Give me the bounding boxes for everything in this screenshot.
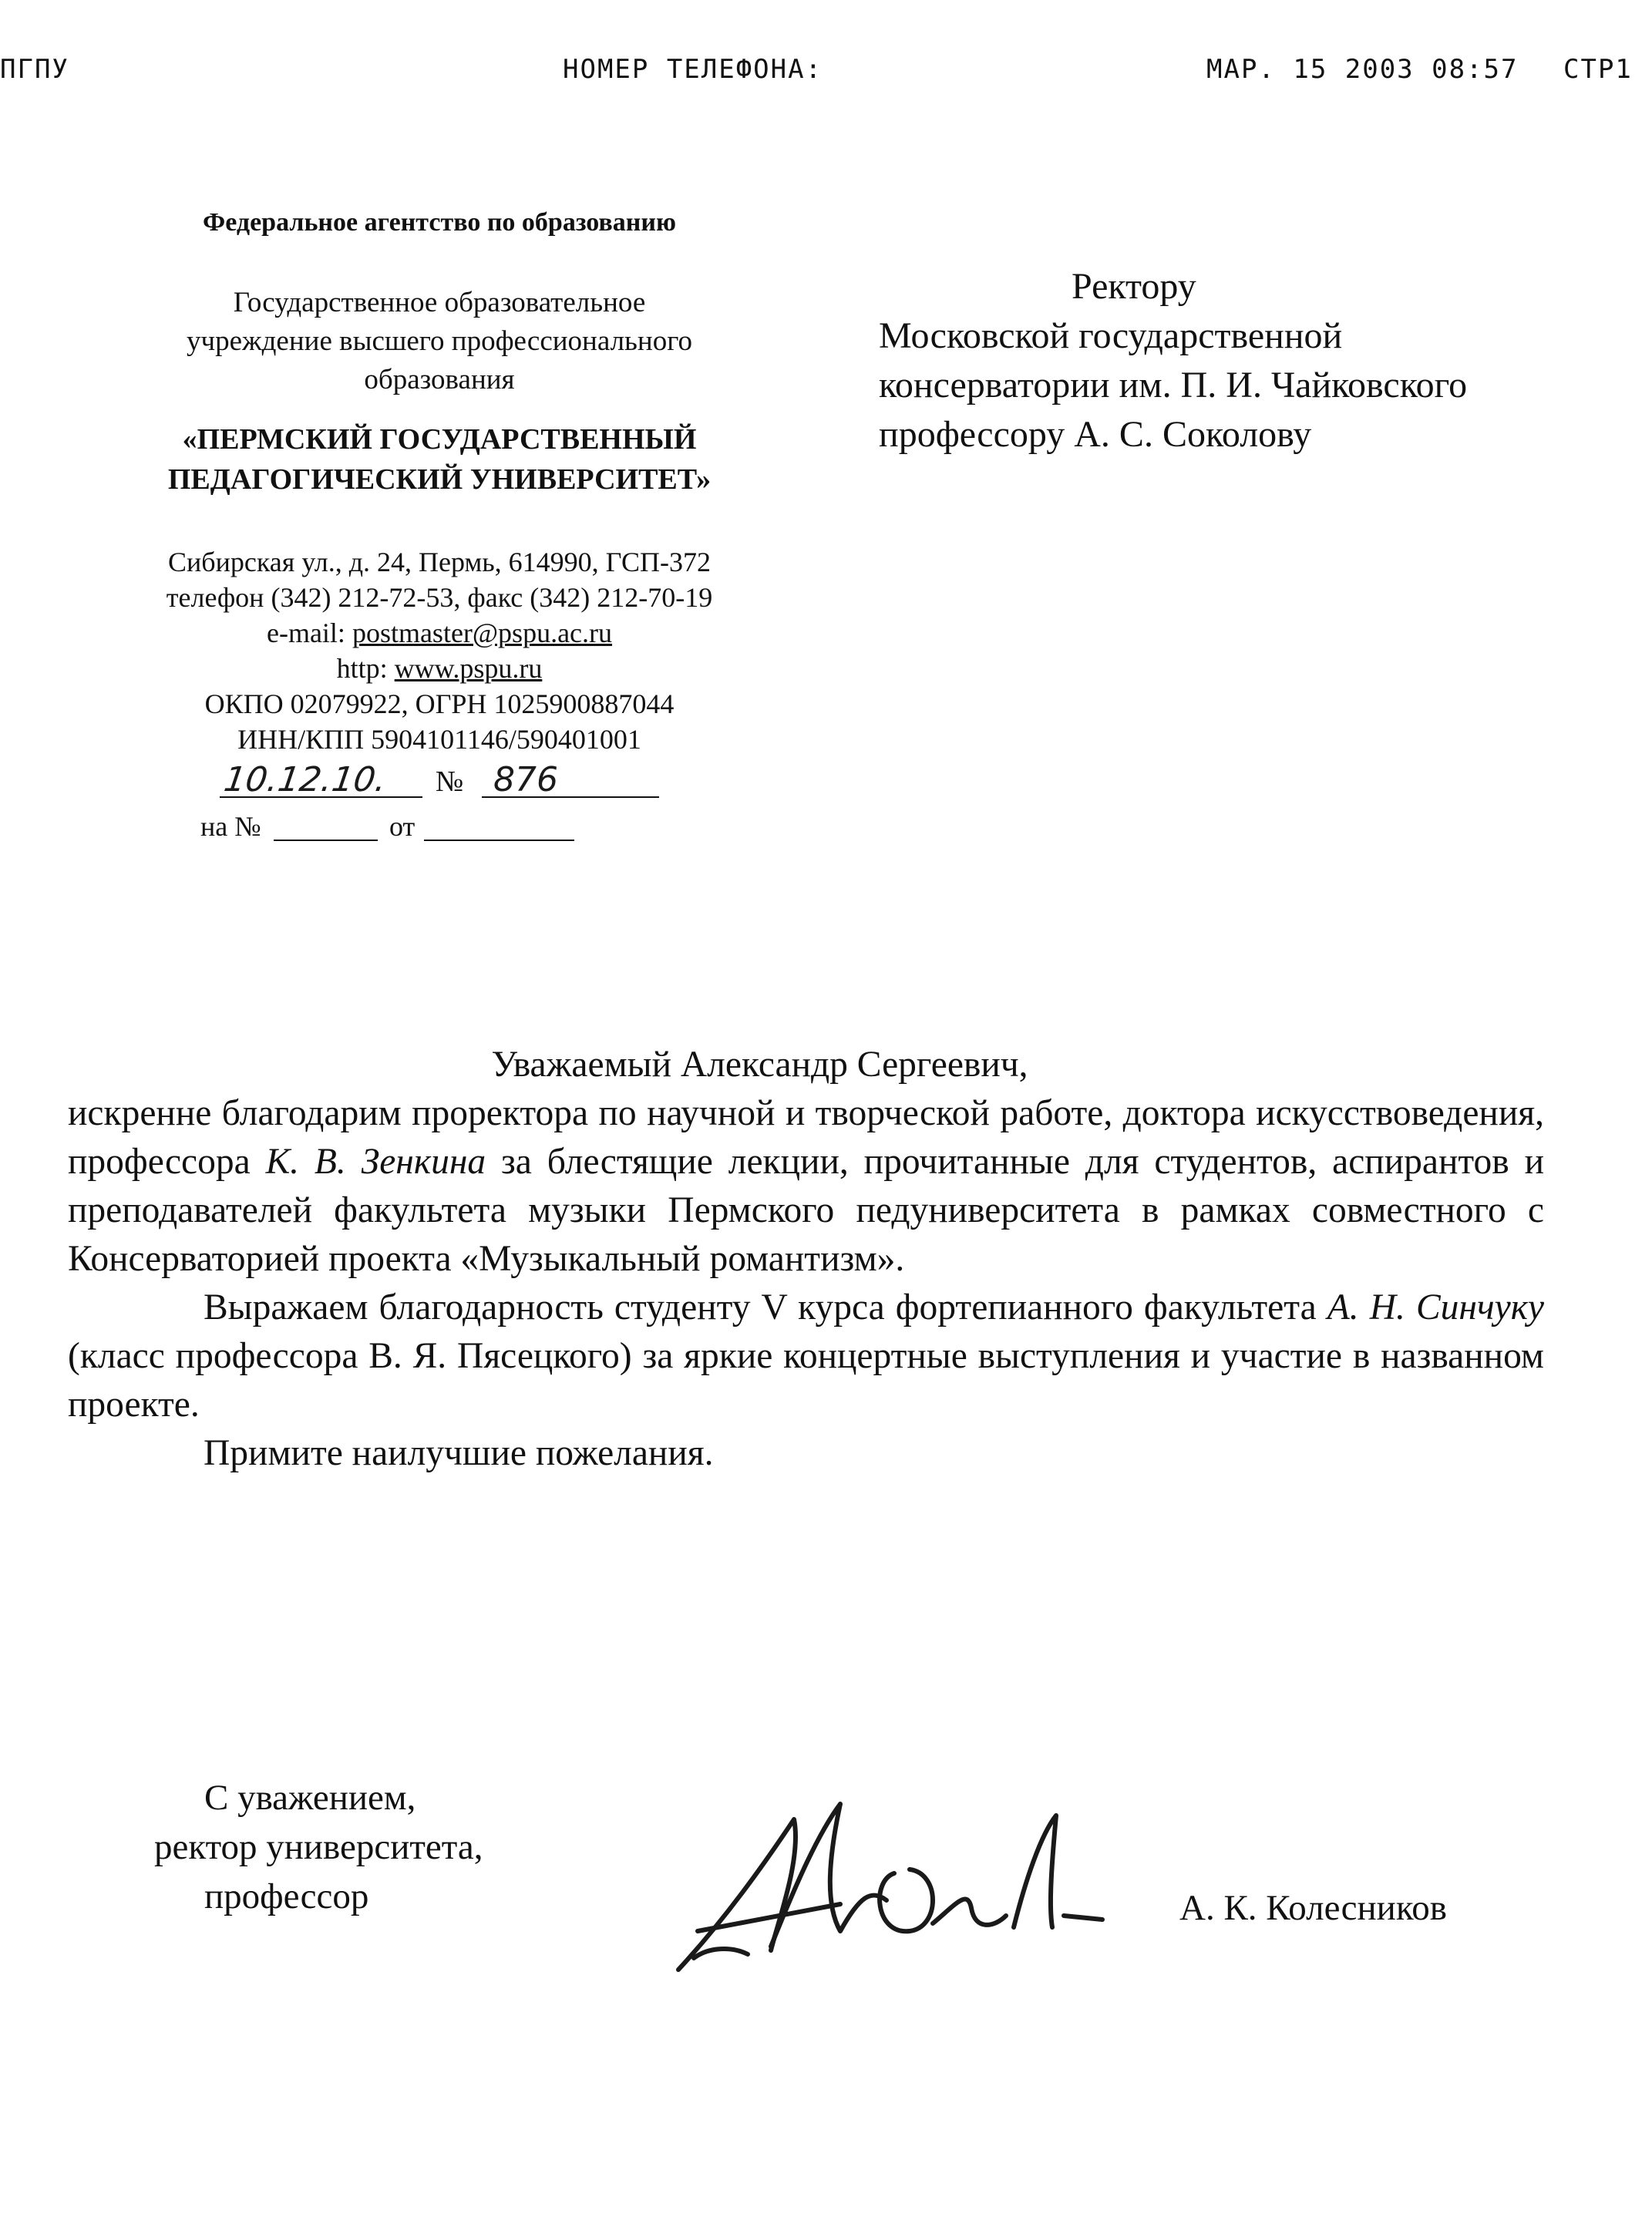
signer-name: А. К. Колесников [1179,1888,1447,1928]
recipient-line: консерватории им. П. И. Чайковского [879,365,1468,405]
outgoing-registration-art [93,757,786,803]
person-name: К. В. Зенкина [265,1142,486,1182]
number-sign: № [436,766,464,798]
agency-name: Федеральное агентство по образованию [203,208,676,237]
closing-block [154,1773,483,1921]
recipient-line: Московской государственной [879,315,1343,356]
reply-to-label: на № [200,811,261,842]
email-label: e-mail: [266,617,345,648]
signature-stroke [694,1949,748,1958]
signature-stroke [698,1904,840,1931]
person-name: А. Н. Синчуку [1327,1287,1545,1327]
institution-name-line: «ПЕРМСКИЙ ГОСУДАРСТВЕННЫЙ [182,423,697,456]
paragraph-2 [68,1284,1544,1429]
letterhead [93,208,786,850]
recipient-block [879,262,1467,459]
institution-type-line: Государственное образовательное [233,287,646,318]
institution-type-line: образования [364,364,515,395]
outgoing-registration [93,757,786,803]
reply-registration-art [93,803,786,850]
recipient-line: профессору А. С. Соколову [879,414,1312,455]
closing-line: профессор [204,1876,369,1916]
phone-fax: телефон (342) 212-72-53, факс (342) 212-70-19 [166,582,713,613]
institution-name-line: ПЕДАГОГИЧЕСКИЙ УНИВЕРСИТЕТ» [167,463,712,496]
salutation: Уважаемый Александр Сергеевич, [491,1045,1028,1085]
http-label: http: [336,653,388,684]
address: Сибирская ул., д. 24, Пермь, 614990, ГСП-372 [168,547,711,577]
signature [663,1773,1141,2004]
closing-line: С уважением, [204,1778,416,1818]
paragraph-1 [68,1089,1544,1284]
fax-page: СТР1 [1563,54,1633,85]
handwritten-date: 10.12.10. [221,760,389,799]
okpo-ogrn: ОКПО 02079922, ОГРН 1025900887044 [204,688,675,719]
recipient-title: Ректору [1072,266,1196,307]
letter-body [68,1041,1544,1478]
inn-kpp: ИНН/КПП 5904101146/590401001 [237,724,641,755]
from-label: от [389,811,416,842]
signature-stroke [1014,1815,1056,1927]
paragraph-2-start: Выражаем благодарность студенту V курса фортепианного факультета [204,1287,1327,1327]
signature-stroke [678,1819,796,1970]
paragraph-2-end: (класс профессора В. Я. Пясецкого) за яркие концертные выступления и участие в названном проекте. [68,1336,1544,1425]
institution-type [93,284,786,399]
website-link[interactable]: www.pspu.ru [394,653,543,684]
email-line [93,615,786,651]
signature-stroke [1064,1916,1102,1920]
paragraph-1-start: искренне благодарим проректора по научной и творческой работе, доктора искусствоведения, профессора [68,1093,1544,1182]
signature-stroke [933,1900,1006,1925]
fax-phone-label: НОМЕР ТЕЛЕФОНА: [563,54,823,85]
closing-line: ректор университета, [154,1827,483,1867]
paragraph-1-end: за блестящие лекции, прочитанные для студентов, аспирантов и преподавателей факультета музыки Пермского педуниверситета в рамках совместного с Консерваторией проекта «Музыкальный романтизм». [68,1142,1545,1279]
reply-registration [93,803,786,850]
institution-name [93,419,786,500]
contact-details [93,544,786,757]
fax-sender: ПГПУ [0,54,69,85]
paragraph-3: Примите наилучшие пожелания. [204,1433,714,1473]
website-line [93,651,786,686]
institution-type-line: учреждение высшего профессионального [187,325,692,357]
fax-date-time: МАР. 15 2003 08:57 [1206,54,1519,85]
email-link[interactable]: postmaster@pspu.ac.ru [352,617,613,648]
handwritten-number: 876 [493,760,558,799]
